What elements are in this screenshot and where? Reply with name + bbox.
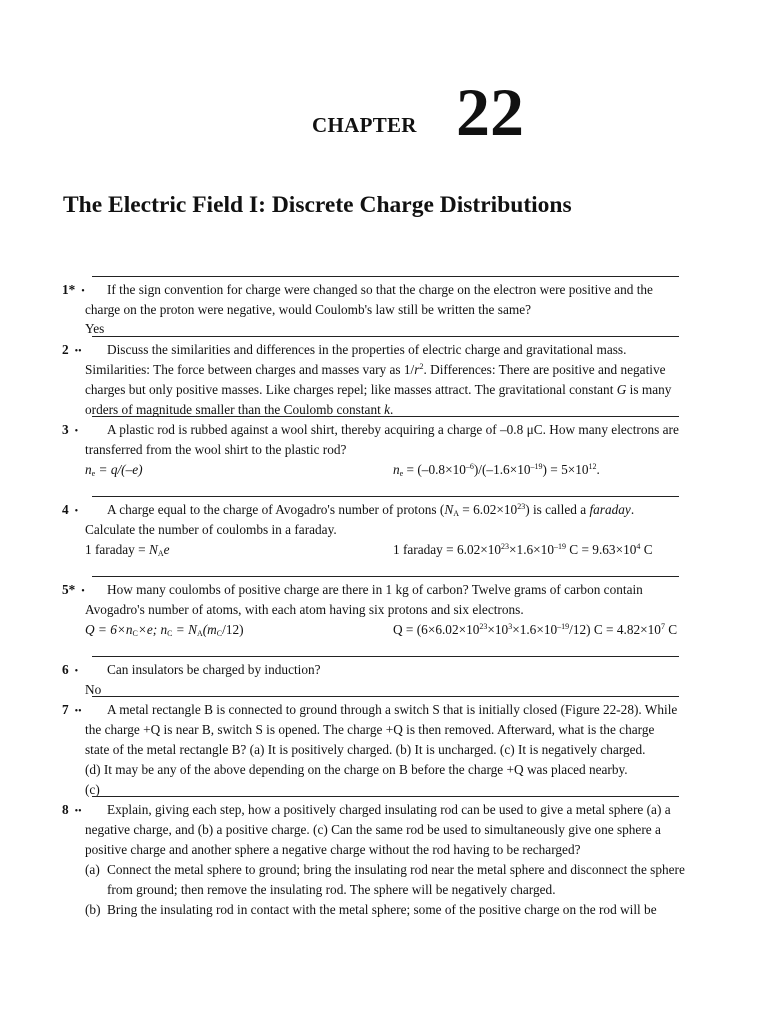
answer-text: Bring the insulating rod in contact with the metal sphere; some of the positive charge on the rod will be xyxy=(107,902,657,917)
answer-part-label: (a) xyxy=(85,862,100,877)
problem-number: 8 •• xyxy=(62,802,82,817)
divider xyxy=(92,276,679,277)
question-text: (d) It may be any of the above depending on the charge on B before the charge +Q was placed nearby. xyxy=(85,762,628,777)
divider xyxy=(92,696,679,697)
question-text: A charge equal to the charge of Avogadro's number of protons $(N_A = 6.02\times 10^{23})$ is called a faraday. xyxy=(107,502,635,518)
answer-text: from ground; then remove the insulating rod. The sphere will be negatively charged. xyxy=(107,882,556,897)
chapter-number: 22 xyxy=(456,74,524,150)
answer-text: orders of magnitude smaller than the Coulomb constant k. xyxy=(85,402,394,417)
question-text: transferred from the wool shirt to the plastic rod? xyxy=(85,442,347,457)
formula-left: $n_e = q/(-e)$ xyxy=(85,462,143,478)
question-text: the charge +Q is near B, switch S is opened. The charge +Q is then removed. Afterward, what is the charge xyxy=(85,722,655,737)
answer-text: Yes xyxy=(85,321,105,336)
question-text: Explain, giving each step, how a positively charged insulating rod can be used to give a metal sphere (a) a xyxy=(107,802,671,817)
question-text: Can insulators be charged by induction? xyxy=(107,662,321,677)
problem-number: 4 • xyxy=(62,502,79,517)
question-text: Calculate the number of coulombs in a faraday. xyxy=(85,522,337,537)
chapter-title: The Electric Field I: Discrete Charge Distributions xyxy=(63,192,572,218)
divider xyxy=(92,656,679,657)
answer-text: Similarities: The force between charges and masses vary as $1/r^2$. Differences: There are positive and negative xyxy=(85,362,666,377)
problem-number: 7 •• xyxy=(62,702,82,717)
answer-part-label: (b) xyxy=(85,902,101,917)
question-text: positive charge and another sphere a negative charge without the rod having to be recharged? xyxy=(85,842,581,857)
problem-number: 6 • xyxy=(62,662,79,677)
divider xyxy=(92,496,679,497)
answer-text: charges but only positive masses. Like charges repel; like masses attract. The gravitational constant G is many xyxy=(85,382,672,397)
problem-number: 3 • xyxy=(62,422,79,437)
question-text: negative charge, and (b) a positive charge. (c) Can the same rod be used to simultaneously give one sphere a xyxy=(85,822,661,837)
problem-number: 1* • xyxy=(62,282,85,297)
formula-left: 1 faraday = $N_Ae$ xyxy=(85,542,170,558)
formula-right: $n_e = (-0.8\times 10^{-6})/(-1.6\times 10^{-19}) = 5\times 10^{12}$. xyxy=(393,462,600,478)
divider xyxy=(92,416,679,417)
question-text: state of the metal rectangle B? (a) It is positively charged. (b) It is uncharged. (c) It is negatively charged. xyxy=(85,742,646,757)
chapter-word: CHAPTER xyxy=(312,113,417,137)
divider xyxy=(92,796,679,797)
question-text: Avogadro's number of atoms, with each atom having six protons and six electrons. xyxy=(85,602,524,617)
answer-text: (c) xyxy=(85,782,100,797)
answer-text: Connect the metal sphere to ground; bring the insulating rod near the metal sphere and disconnect the sphere xyxy=(107,862,685,877)
divider xyxy=(92,576,679,577)
question-text: charge on the proton were negative, would Coulomb's law still be written the same? xyxy=(85,302,532,317)
answer-text: No xyxy=(85,682,102,697)
question-text: How many coulombs of positive charge are there in 1 kg of carbon? Twelve grams of carbon contain xyxy=(107,582,643,597)
problem-number: 2 •• xyxy=(62,342,82,357)
divider xyxy=(92,336,679,337)
formula-right: $Q = (6\times 6.02\times 10^{23}\times 10^3\times 1.6\times 10^{-19}/12) C = 4.82\times 10^7$ C xyxy=(393,622,678,637)
formula-left: $Q = 6\times n_C\times e$; $n_C = N_A(m_C/12)$ xyxy=(85,622,244,638)
question-text: A plastic rod is rubbed against a wool shirt, thereby acquiring a charge of –0.8 μC. How many electrons are xyxy=(107,422,679,437)
question-text: A metal rectangle B is connected to ground through a switch S that is initially closed (Figure 22-28). While xyxy=(107,702,678,717)
question-text: Discuss the similarities and differences in the properties of electric charge and gravitational mass. xyxy=(107,342,627,357)
question-text: If the sign convention for charge were changed so that the charge on the electron were positive and the xyxy=(107,282,653,297)
problem-number: 5* • xyxy=(62,582,85,597)
formula-right: 1 faraday = $6.02\times 10^{23}\times 1.6\times 10^{-19}$ $C = 9.63\times 10^4$ C xyxy=(393,542,653,557)
